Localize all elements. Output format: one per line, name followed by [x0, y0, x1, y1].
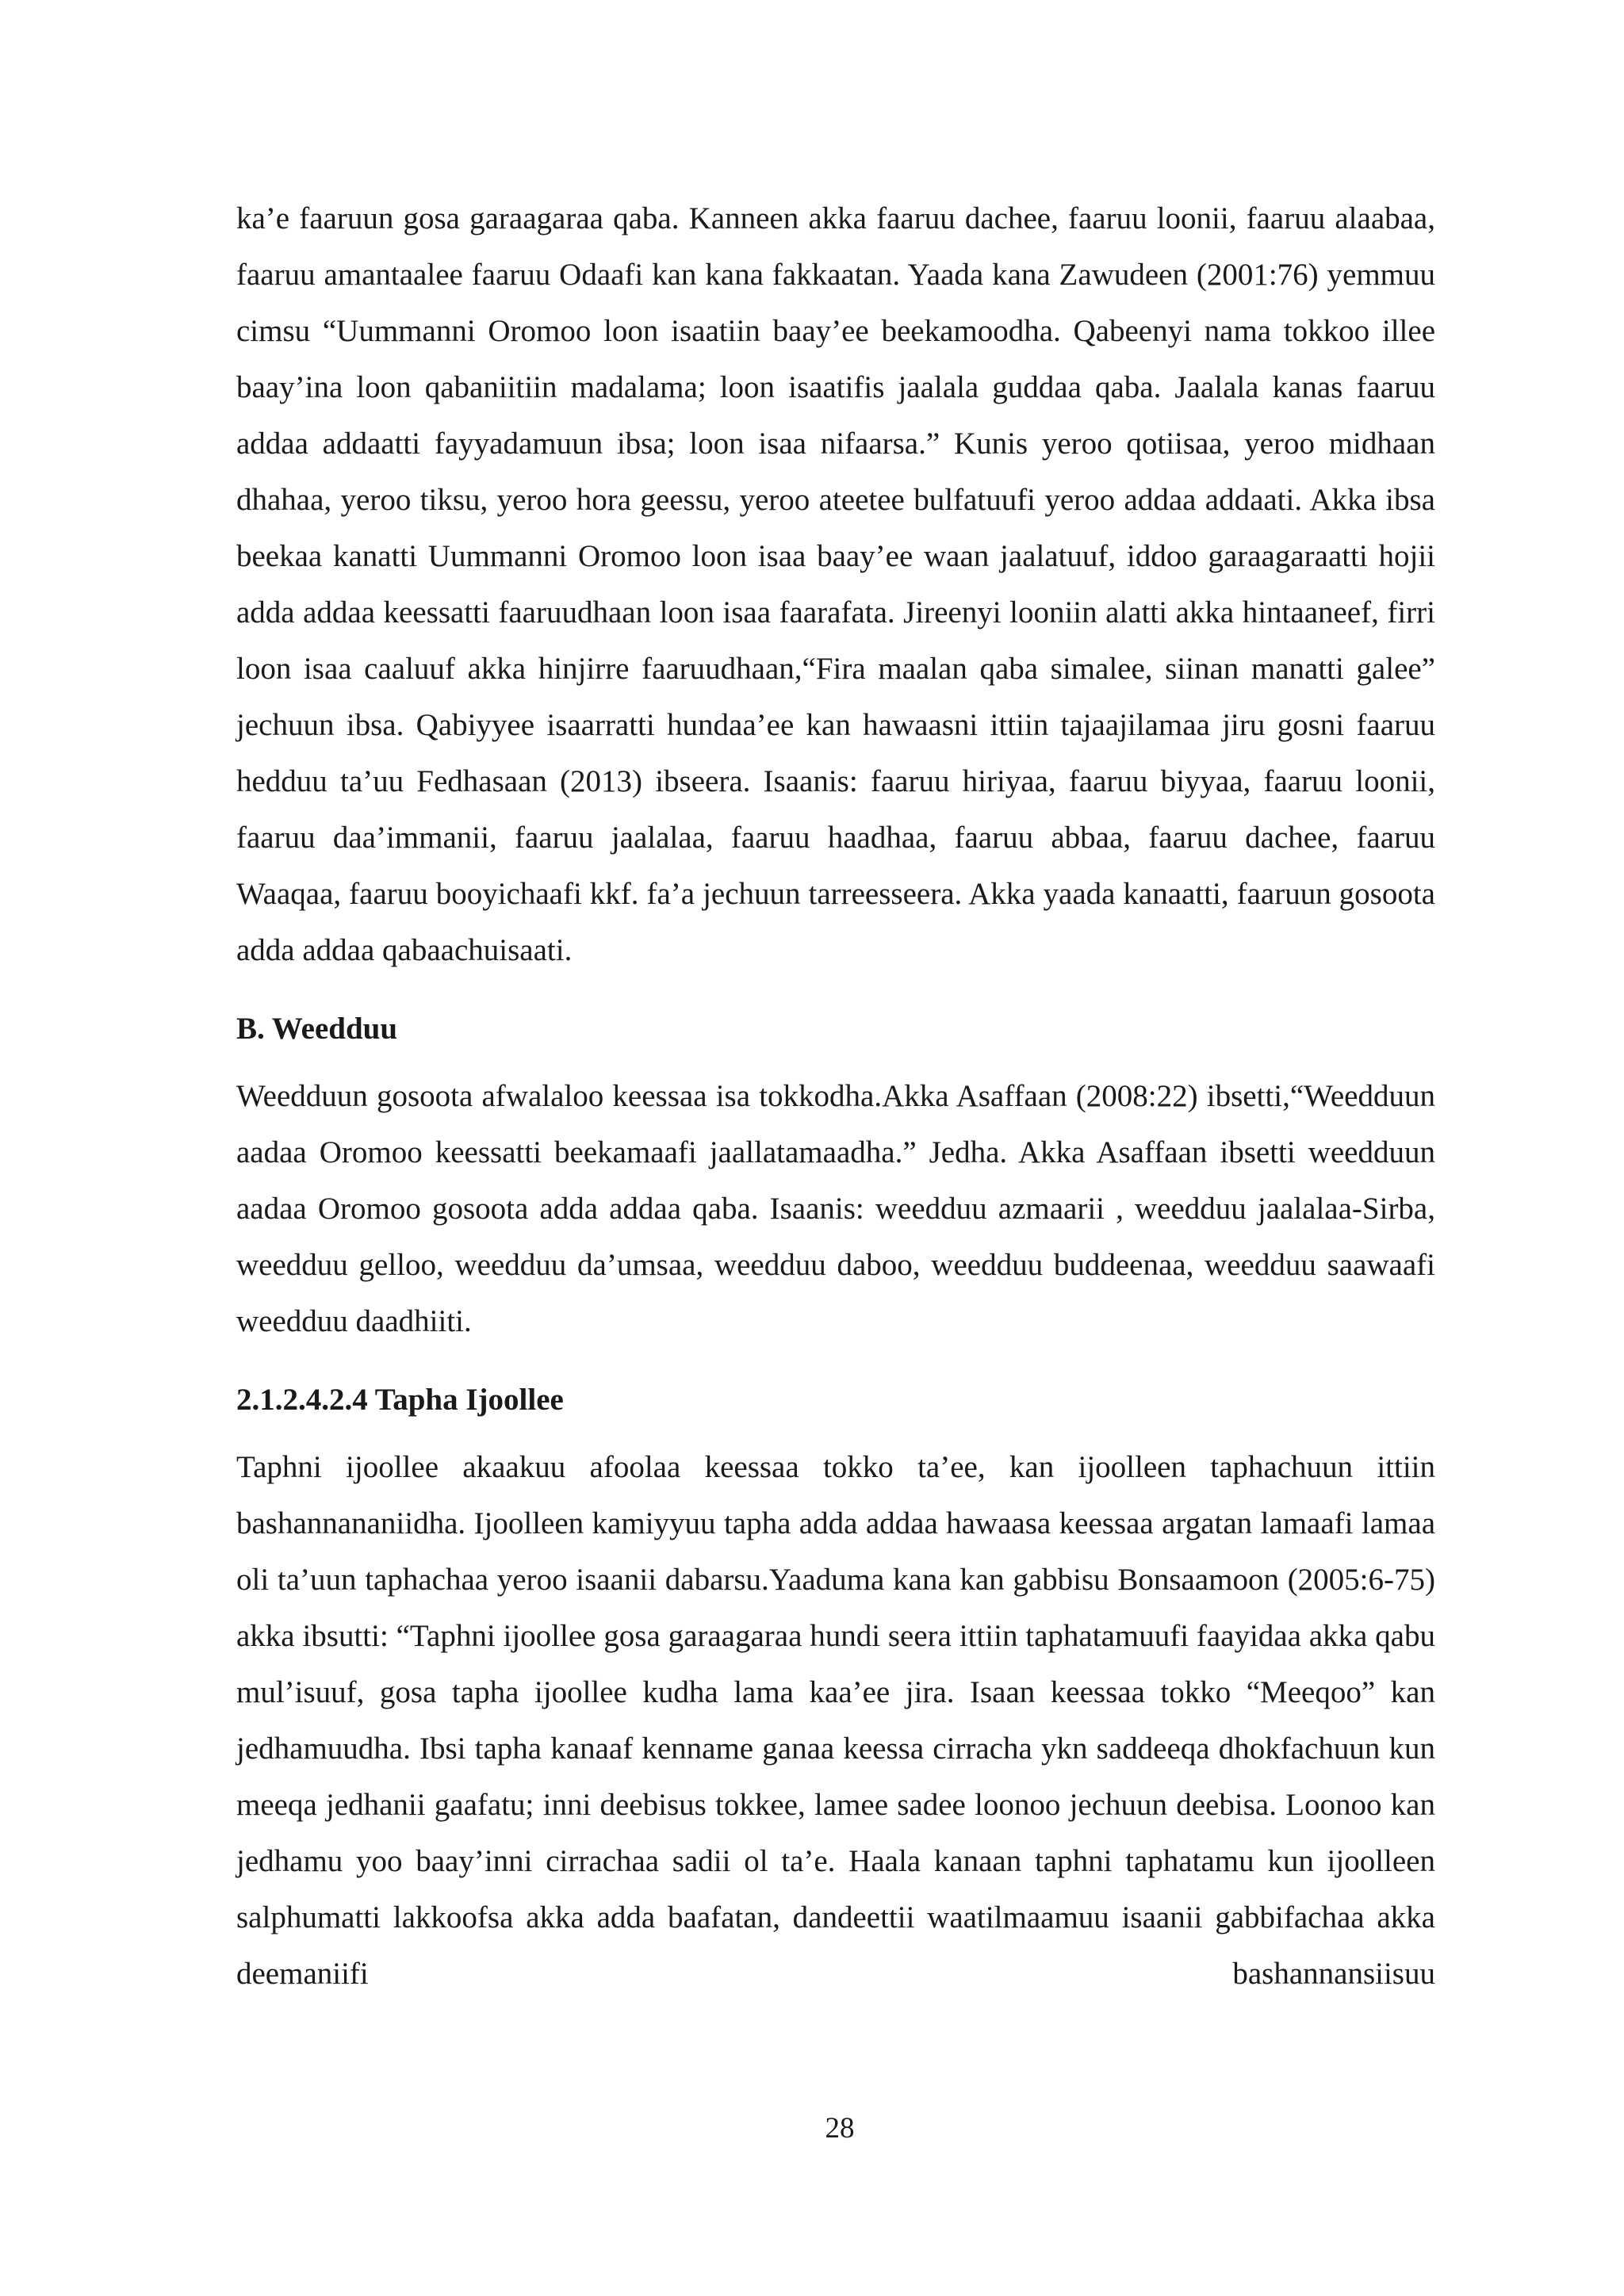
body-paragraph-faaruu: ka’e faaruun gosa garaagaraa qaba. Kanneen akka faaruu dachee, faaruu loonii, faaruu alaabaa, faaruu amantaalee faaruu Odaafi kan kana fakkaatan. Yaada kana Zawudeen (2001:76) yemmuu cimsu “Uummanni Oromoo loon isaatiin baay’ee beekamoodha. Qabeenyi nama tokkoo illee baay’ina loon qabaniitiin madalama; loon isaatifis jaalala guddaa qaba. Jaalala kanas faaruu addaa addaatti fayyadamuun ibsa; loon isaa nifaarsa.” Kunis yeroo qotiisaa, yeroo midhaan dhahaa, yeroo tiksu, yeroo hora geessu, yeroo ateetee bulfatuufi yeroo addaa addaati. Akka ibsa beekaa kanatti Uummanni Oromoo loon isaa baay’ee waan jaalatuuf, iddoo garaagaraatti hojii adda addaa keessatti faaruudhaan loon isaa faarafata. Jireenyi looniin alatti akka hintaaneef, firri loon isaa caaluuf akka hinjirre faaruudhaan,“Fira maalan qaba simalee, siinan manatti galee” jechuun ibsa. Qabiyyee isaarratti hundaa’ee kan hawaasni ittiin tajaajilamaa jiru gosni faaruu hedduu ta’uu Fedhasaan (2013) ibseera. Isaanis: faaruu hiriyaa, faaruu biyyaa, faaruu loonii, faaruu daa’immanii, faaruu jaalalaa, faaruu haadhaa, faaruu abbaa, faaruu dachee, faaruu Waaqaa, faaruu booyichaafi kkf. fa’a jechuun tarreesseera. Akka yaada kanaatti, faaruun gosoota adda addaa qabaachuisaati. — [236, 201, 1435, 967]
body-paragraph-tapha-ijoollee: Taphni ijoollee akaakuu afoolaa keessaa tokko ta’ee, kan ijoolleen taphachuun ittiin bashannananiidha. Ijoolleen kamiyyuu tapha adda addaa hawaasa keessaa argatan lamaafi lamaa oli ta’uun taphachaa yeroo isaanii dabarsu.Yaaduma kana kan gabbisu Bonsaamoon (2005:6-75) akka ibsutti: “Taphni ijoollee gosa garaagaraa hundi seera ittiin taphatamuufi faayidaa akka qabu mul’isuuf, gosa tapha ijoollee kudha lama kaa’ee jira. Isaan keessaa tokko “Meeqoo” kan jedhamuudha. Ibsi tapha kanaaf kenname ganaa keessa cirracha ykn saddeeqa dhokfachuun kun meeqa jedhanii gaafatu; inni deebisus tokkee, lamee sadee loonoo jechuun deebisa. Loonoo kan jedhamu yoo baay’inni cirrachaa sadii ol ta’e. Haala kanaan taphni taphatamu kun ijoolleen salphumatti lakkoofsa akka adda baafatan, dandeettii waatilmaamuu isaanii gabbifachaa akka deemaniifi bashannansiisuu — [236, 1450, 1435, 1991]
body-paragraph-weedduu: Weedduun gosoota afwalaloo keessaa isa tokkodha.Akka Asaffaan (2008:22) ibsetti,“Weedduun aadaa Oromoo keessatti beekamaafi jaallatamaadha.” Jedha. Akka Asaffaan ibsetti weedduun aadaa Oromoo gosoota adda addaa qaba. Isaanis: weedduu azmaarii , weedduu jaalalaa-Sirba, weedduu gelloo, weedduu da’umsaa, weedduu daboo, weedduu buddeenaa, weedduu saawaafi weedduu daadhiiti. — [236, 1079, 1435, 1338]
paragraph-spacer — [236, 1349, 1435, 1360]
page-number: 28 — [825, 2112, 855, 2145]
section-heading-tapha-ijoollee: 2.1.2.4.2.4 Tapha Ijoollee — [236, 1383, 564, 1417]
section-heading-weedduu: B. Weedduu — [236, 1012, 398, 1046]
page-body — [236, 190, 1435, 2002]
paragraph-spacer — [236, 978, 1435, 989]
